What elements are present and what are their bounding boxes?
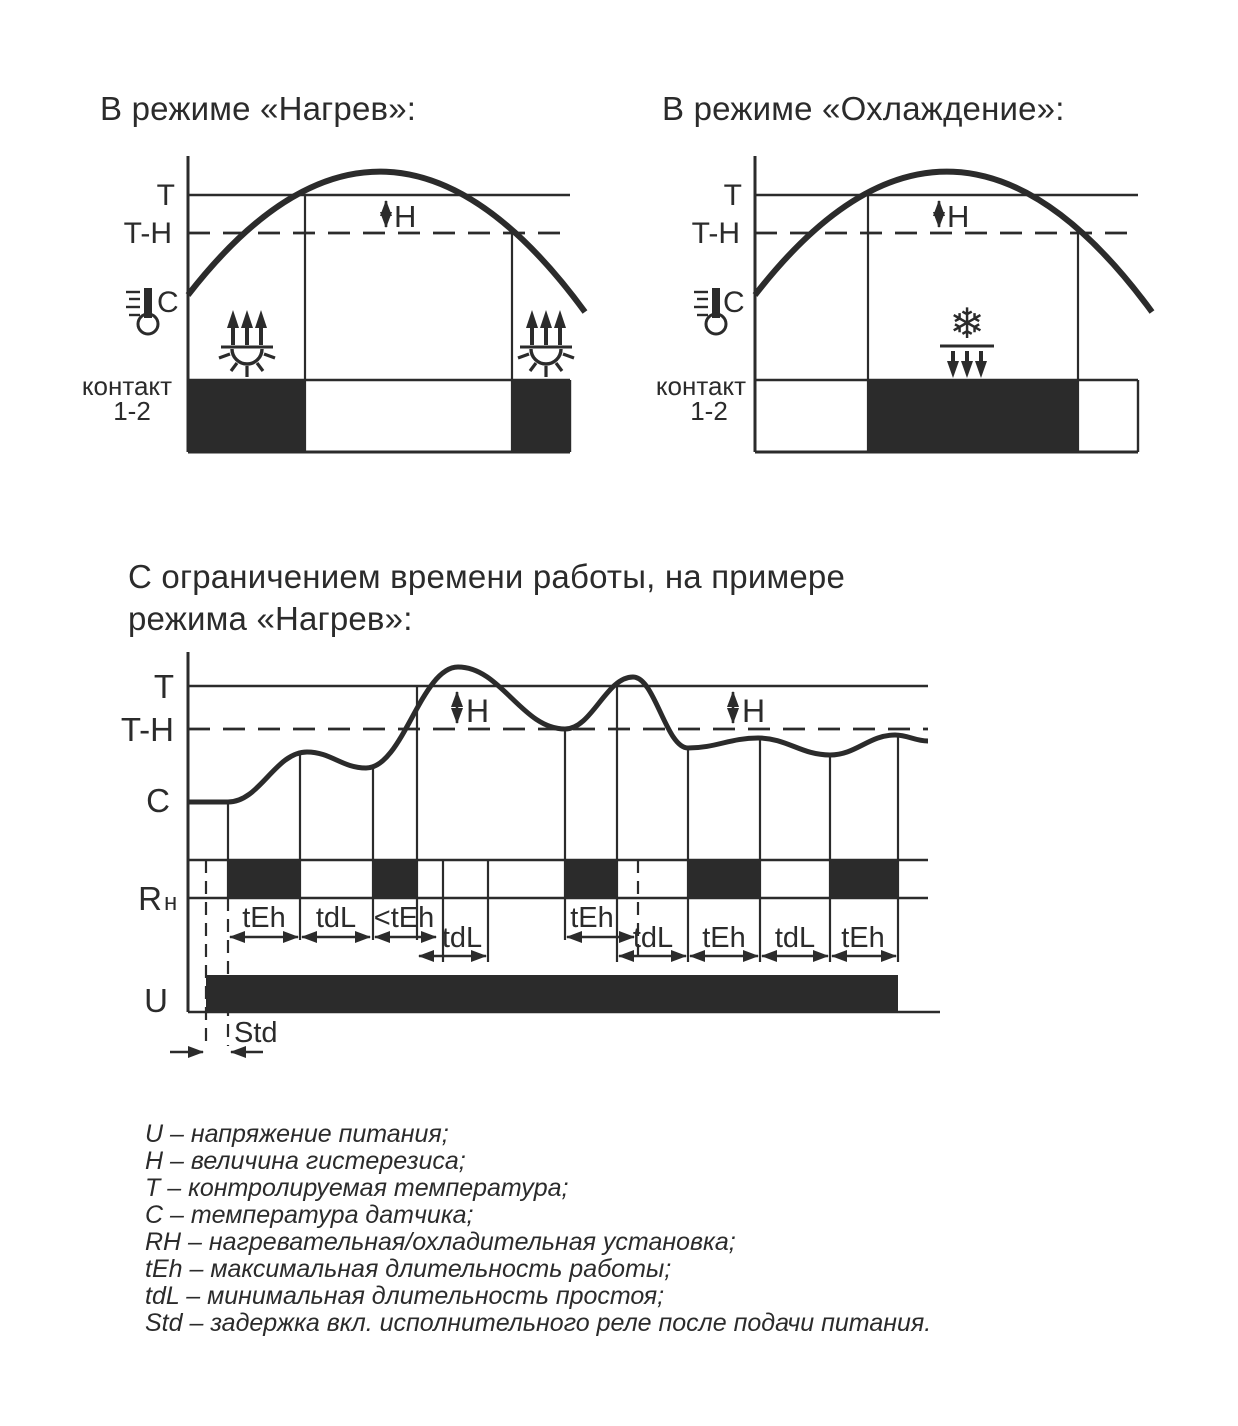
heater-icon <box>219 310 275 377</box>
t-h-label-3: T-H <box>120 711 174 748</box>
interval-label-tdL-1: tdL <box>315 902 357 934</box>
contact-label-line1: контакт <box>81 371 172 401</box>
heater-icon-2 <box>518 310 574 377</box>
interval-label-tEh-3: tEh <box>702 922 746 954</box>
legend-item-c: C – температура датчика; <box>145 1201 474 1229</box>
legend-item-rh: RH – нагревательная/охладительная установка; <box>145 1228 736 1256</box>
legend-item-std: Std – задержка вкл. исполнительного реле после подачи питания. <box>145 1309 932 1337</box>
supply-band <box>206 975 898 1012</box>
cooler-icon <box>940 299 994 378</box>
legend <box>145 1121 931 1337</box>
time-limited-title-line2: режима «Нагрев»: <box>128 600 413 637</box>
snowflake-icon: ❄ <box>949 299 985 348</box>
thermometer-icon <box>126 288 158 334</box>
relay-band <box>188 860 928 898</box>
cooling-temperature-curve <box>755 172 1152 312</box>
t-label-3: T <box>153 668 174 705</box>
legend-item-h: H – величина гистерезиса; <box>145 1147 466 1175</box>
cooling-contact-bar <box>755 380 1138 452</box>
relay-label-r: R <box>138 880 162 917</box>
interval-label-tEh-2: tEh <box>570 902 614 934</box>
heat-up-arrows <box>227 310 267 345</box>
legend-item-u: U – напряжение питания; <box>145 1120 449 1148</box>
t-label-2: T <box>723 179 742 212</box>
contact-label-2-line2: 1-2 <box>690 396 728 426</box>
interval-label-tdL-3: tdL <box>632 922 674 954</box>
heating-contact-bar <box>188 380 570 452</box>
legend-item-t: T – контролируемая температура; <box>145 1174 569 1202</box>
cooling-diagram <box>656 156 1152 452</box>
heating-mode-title: В режиме «Нагрев»: <box>100 90 417 127</box>
hysteresis-label-3: H <box>466 693 490 729</box>
heating-diagram <box>82 156 585 452</box>
hysteresis-label-2: H <box>947 199 970 234</box>
interval-label-lt-tEh: <tEh <box>373 902 435 934</box>
cool-down-arrows <box>947 351 987 378</box>
sensor-temp-label-3: C <box>146 782 170 819</box>
hysteresis-label: H <box>394 199 417 234</box>
contact-label-2-line1: контакт <box>655 371 746 401</box>
heating-temperature-curve <box>188 172 585 312</box>
std-delay-label: Std <box>234 1017 278 1049</box>
cooling-mode-title: В режиме «Охлаждение»: <box>662 90 1065 127</box>
legend-item-tdl: tdL – минимальная длительность простоя; <box>145 1282 665 1310</box>
contact-label-line2: 1-2 <box>113 396 151 426</box>
interval-label-tEh-1: tEh <box>242 902 286 934</box>
t-h-label: T-H <box>123 217 172 250</box>
t-h-label-2: T-H <box>691 217 740 250</box>
heat-up-arrows-2 <box>526 310 566 345</box>
supply-label: U <box>144 982 168 1019</box>
time-limited-diagram <box>121 652 940 1052</box>
interval-label-tdL-4: tdL <box>774 922 816 954</box>
t-label: T <box>156 179 175 212</box>
time-limited-title-line1: С ограничением времени работы, на примере <box>128 558 846 595</box>
hysteresis-label-4: H <box>742 693 766 729</box>
relay-label-r-sub: н <box>164 889 178 916</box>
legend-item-teh: tEh – максимальная длительность работы; <box>145 1255 672 1283</box>
thermometer-icon-2 <box>694 288 726 334</box>
interval-label-tdL-2: tdL <box>441 922 483 954</box>
sensor-temp-label-2: C <box>723 286 745 319</box>
sensor-temp-label: C <box>157 286 179 319</box>
interval-label-tEh-4: tEh <box>841 922 885 954</box>
